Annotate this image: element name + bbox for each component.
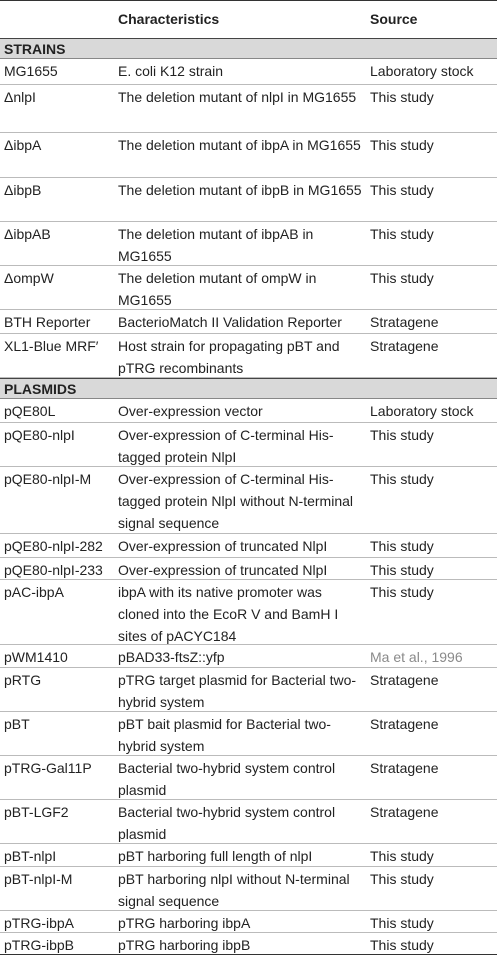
row-desc: Host strain for propagating pBT and pTRG recombinants [118, 338, 340, 376]
row-source: Stratagene [370, 804, 439, 820]
table-row [0, 933, 497, 955]
row-name: XL1-Blue MRF′ [4, 338, 99, 354]
row-desc: Bacterial two-hybrid system control plasmid [118, 804, 336, 842]
table-row [0, 645, 497, 668]
table-row [0, 178, 497, 222]
row-desc: pBT harboring nlpI without N-terminal signal sequence [118, 871, 350, 909]
row-name: pWM1410 [4, 649, 68, 665]
table-row [0, 399, 497, 423]
row-source: Laboratory stock [370, 403, 474, 419]
table-row [0, 334, 497, 378]
row-source: This study [370, 871, 434, 887]
row-name: pQE80-nlpI [4, 427, 75, 443]
row-desc: pBT bait plasmid for Bacterial two-hybrid system [118, 716, 331, 754]
row-name: ΔibpA [4, 137, 42, 153]
row-name: pQE80-nlpI-282 [4, 538, 103, 554]
row-source: Stratagene [370, 338, 439, 354]
row-name: pQE80-nlpI-M [4, 471, 92, 487]
table-row [0, 85, 497, 133]
table-row [0, 534, 497, 558]
row-desc: pBAD33-ftsZ::yfp [118, 649, 225, 665]
row-desc: BacterioMatch II Validation Reporter [118, 314, 342, 330]
row-desc: Over-expression of C-terminal His-tagged protein NlpI [118, 427, 334, 465]
row-source: This study [370, 937, 434, 953]
row-source-citation[interactable]: Ma et al., 1996 [370, 649, 463, 665]
row-desc: Over-expression of truncated NlpI [118, 538, 328, 554]
row-desc: Over-expression vector [118, 403, 263, 419]
table-row [0, 668, 497, 712]
row-source: This study [370, 270, 434, 286]
row-name: pTRG-ibpA [4, 915, 75, 931]
table-row [0, 133, 497, 178]
row-name: pBT-nlpI [4, 848, 57, 864]
header-source: Source [370, 11, 418, 27]
table-row [0, 423, 497, 467]
row-name: pTRG-ibpB [4, 937, 75, 953]
table-row [0, 844, 497, 867]
row-source: This study [370, 182, 434, 198]
row-desc: The deletion mutant of ibpB in MG1655 [118, 182, 362, 198]
row-source: This study [370, 915, 434, 931]
row-desc: pTRG harboring ibpB [118, 937, 251, 953]
row-name: pRTG [4, 672, 42, 688]
row-desc: Over-expression of truncated NlpI [118, 562, 328, 578]
row-desc: The deletion mutant of ibpA in MG1655 [118, 137, 361, 153]
row-name: BTH Reporter [4, 314, 91, 330]
row-name: pQE80-nlpI-233 [4, 562, 103, 578]
row-source: This study [370, 427, 434, 443]
row-source: This study [370, 89, 434, 105]
row-source: This study [370, 562, 434, 578]
row-name: MG1655 [4, 63, 58, 79]
table-row [0, 59, 497, 85]
row-name: pQE80L [4, 403, 56, 419]
row-desc: The deletion mutant of ibpAB in MG1655 [118, 226, 314, 264]
table-row [0, 800, 497, 844]
row-source: This study [370, 584, 434, 600]
row-desc: pBT harboring full length of nlpI [118, 848, 313, 864]
row-name: pAC-ibpA [4, 584, 64, 600]
table-header [0, 0, 497, 38]
row-source: This study [370, 137, 434, 153]
row-source: Stratagene [370, 760, 439, 776]
header-characteristics: Characteristics [118, 11, 220, 27]
section-title: STRAINS [4, 41, 66, 57]
row-source: This study [370, 226, 434, 242]
row-name: ΔibpB [4, 182, 42, 198]
row-source: Stratagene [370, 716, 439, 732]
row-desc: E. coli K12 strain [118, 63, 224, 79]
row-name: ΔibpAB [4, 226, 51, 242]
row-desc: Over-expression of C-terminal His-tagged protein NlpI without N-terminal signal sequence [118, 471, 354, 531]
row-name: ΔompW [4, 270, 54, 286]
table-row [0, 222, 497, 266]
row-desc: pTRG target plasmid for Bacterial two-hybrid system [118, 672, 357, 710]
row-name: pTRG-Gal11P [4, 760, 92, 776]
row-source: Stratagene [370, 314, 439, 330]
row-name: pBT-nlpI-M [4, 871, 73, 887]
row-desc: The deletion mutant of nlpI in MG1655 [118, 89, 357, 105]
row-source: Stratagene [370, 672, 439, 688]
section-plasmids [0, 378, 497, 399]
row-desc: pTRG harboring ibpA [118, 915, 251, 931]
row-source: This study [370, 538, 434, 554]
table-row [0, 867, 497, 911]
table-row [0, 467, 497, 534]
table-row [0, 558, 497, 580]
row-source: This study [370, 848, 434, 864]
row-name: pBT [4, 716, 30, 732]
row-desc: Bacterial two-hybrid system control plasmid [118, 760, 336, 798]
table-row [0, 310, 497, 334]
section-title: PLASMIDS [4, 381, 77, 397]
row-name: ΔnlpI [4, 89, 36, 105]
row-name: pBT-LGF2 [4, 804, 69, 820]
row-source: Laboratory stock [370, 63, 474, 79]
table-row [0, 712, 497, 756]
table-row [0, 580, 497, 645]
row-source: This study [370, 471, 434, 487]
table-row [0, 911, 497, 933]
section-strains [0, 38, 497, 59]
table-row [0, 266, 497, 310]
row-desc: The deletion mutant of ompW in MG1655 [118, 270, 317, 308]
row-desc: ibpA with its native promoter was cloned into the EcoR V and BamH I sites of pACYC184 [118, 584, 339, 644]
table-row [0, 756, 497, 800]
